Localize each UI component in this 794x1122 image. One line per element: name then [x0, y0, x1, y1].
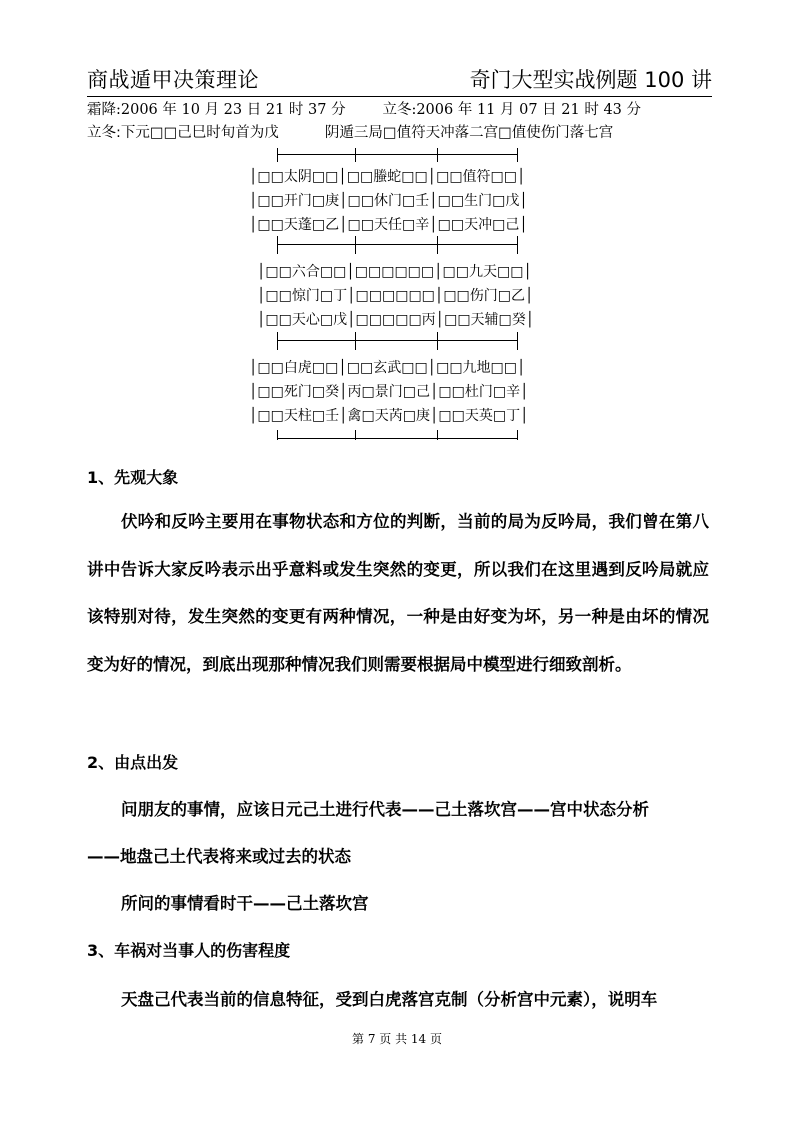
chart-tick [517, 236, 518, 254]
chart-row-stars-2: │□□天心□戊│□□□□□丙│□□天辅□癸│ [257, 312, 535, 328]
section-3-line-1: 天盘己代表当前的信息特征，受到白虎落宫克制（分析宫中元素），说明车 [121, 990, 658, 1009]
chart-tick [277, 332, 278, 350]
chart-row-stars-3: │□□天柱□壬│禽□天芮□庚│□□天英□丁│ [249, 408, 529, 424]
section-2-line-2: ——地盘己土代表将来或过去的状态 [87, 847, 351, 866]
chart-tick [437, 148, 438, 162]
chart-top-rule [277, 154, 517, 155]
chart-tick [277, 430, 278, 440]
chart-tick [517, 332, 518, 350]
solar-term-line: 霜降:2006 年 10 月 23 日 21 时 37 分 立冬:2006 年 11 月 07 日 21 时 43 分 [87, 102, 642, 118]
chart-tick [355, 332, 356, 350]
chart-row-spirits-1: │□□太阴□□│□□螣蛇□□│□□值符□□│ [249, 169, 526, 185]
chart-tick [437, 236, 438, 254]
chart-rule-2 [277, 340, 517, 341]
section-1-heading: 1、先观大象 [87, 468, 179, 487]
section-2-line-3: 所问的事情看时干——己土落坎宫 [121, 894, 369, 913]
chart-tick [437, 430, 438, 440]
chart-tick [355, 236, 356, 254]
chart-bottom-rule [277, 438, 517, 439]
chart-tick [355, 430, 356, 440]
chart-tick [277, 236, 278, 254]
chart-tick [517, 430, 518, 440]
header-left-title: 商战遁甲决策理论 [87, 68, 259, 92]
chart-tick [355, 148, 356, 162]
chart-row-spirits-2: │□□六合□□│□□□□□□│□□九天□□│ [257, 264, 532, 280]
chart-row-doors-2: │□□惊门□丁│□□□□□□│□□伤门□乙│ [257, 288, 534, 304]
chart-row-stars-1: │□□天蓬□乙│□□天任□辛│□□天冲□己│ [249, 217, 528, 233]
section-2-line-1: 问朋友的事情，应该日元己土进行代表——己土落坎宫——宫中状态分析 [121, 800, 649, 819]
chart-tick [277, 148, 278, 162]
chart-tick [437, 332, 438, 350]
chart-rule-1 [277, 244, 517, 245]
header-right-title: 奇门大型实战例题 100 讲 [469, 68, 712, 92]
chart-row-doors-3: │□□死门□癸│丙□景门□己│□□杜门□辛│ [249, 384, 529, 400]
section-2-heading: 2、由点出发 [87, 753, 179, 772]
page-footer: 第 7 页 共 14 页 [352, 1032, 442, 1046]
section-1-paragraph: 伏吟和反吟主要用在事物状态和方位的判断，当前的局为反吟局，我们曾在第八讲中告诉大家反吟表示出乎意料或发生突然的变更，所以我们在这里遇到反吟局就应该特别对待，发生突然的变更有两种情况，一种是由好变为坏，另一种是由坏的情况变为好的情况，到底出现那种情况我们则需要根据局中模型进行细致剖析。 [87, 512, 709, 674]
page-header [87, 64, 712, 97]
ju-info-line: 立冬:下元□□己巳时旬首为戊 阴遁三局□值符天冲落二宫□值使伤门落七宫 [87, 125, 614, 141]
chart-tick [517, 148, 518, 162]
section-3-heading: 3、车祸对当事人的伤害程度 [87, 941, 291, 960]
chart-row-spirits-3: │□□白虎□□│□□玄武□□│□□九地□□│ [249, 360, 526, 376]
chart-row-doors-1: │□□开门□庚│□□休门□壬│□□生门□戊│ [249, 193, 528, 209]
